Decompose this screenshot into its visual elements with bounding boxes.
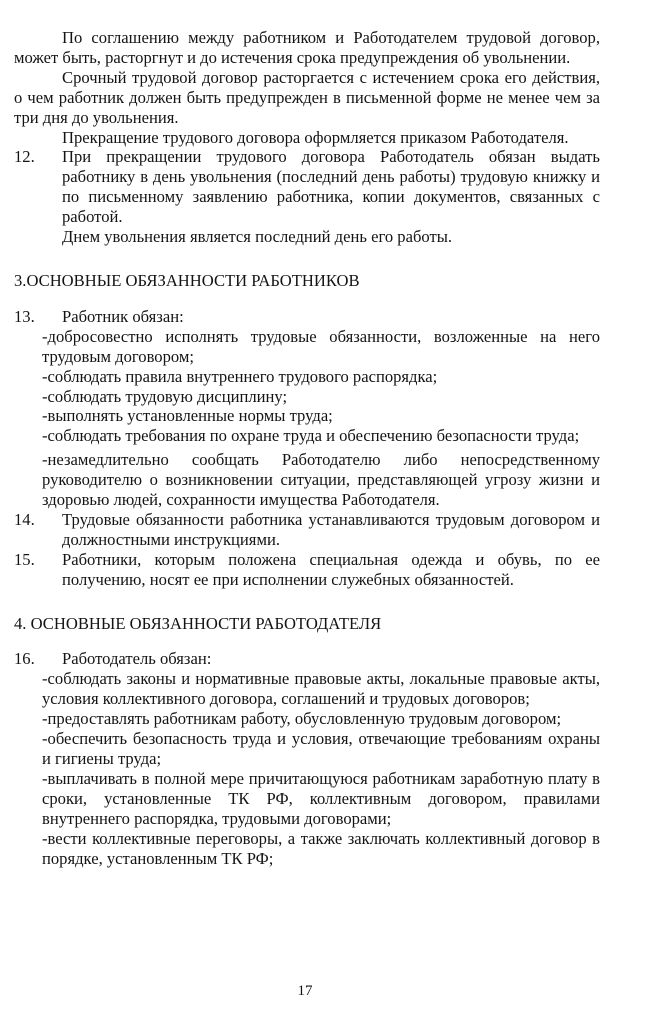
clause-16 [14, 649, 600, 669]
duty-item: -соблюдать трудовую дисциплину; [42, 386, 288, 406]
clause-number: 13. [14, 306, 35, 326]
duty-item: -незамедлительно сообщать Работодателю либо непосредственному руководителю о возникновении ситуации, представляющей угрозу жизни и здоровью людей, сохранности имущества Работодателя. [42, 450, 600, 510]
clause-12 [14, 147, 600, 227]
paragraph-dismissal-day: Днем увольнения является последний день его работы. [62, 227, 453, 247]
duty-item: -выполнять установленные нормы труда; [42, 406, 333, 426]
clause-number: 15. [14, 549, 35, 569]
duty-item: -добросовестно исполнять трудовые обязанности, возложенные на него трудовым договором; [42, 326, 600, 366]
duty-item: -соблюдать законы и нормативные правовые акты, локальные правовые акты, условия коллективного договора, соглашений и трудовых договоров; [42, 669, 600, 709]
clause-number: 16. [14, 649, 35, 669]
section-heading-employee-duties: 3.ОСНОВНЫЕ ОБЯЗАННОСТИ РАБОТНИКОВ [14, 270, 360, 290]
paragraph-fixed-term-contract: Срочный трудовой договор расторгается с истечением срока его действия, о чем работник должен быть предупрежден в письменной форме не менее чем за три дня до увольнения. [14, 67, 600, 127]
duty-item: -обеспечить безопасность труда и условия, отвечающие требованиям охраны и гигиены труда; [42, 729, 600, 768]
duty-item: -выплачивать в полной мере причитающуюся работникам заработную плату в сроки, установленные ТК РФ, коллективным договором, правилами внутреннего распорядка, трудовыми договорами; [42, 768, 600, 828]
paragraph-termination-by-agreement: По соглашению между работником и Работодателем трудовой договор, может быть, расторгнут и до истечения срока предупреждения об увольнении. [14, 28, 600, 67]
clause-14 [14, 510, 600, 550]
duty-item: -вести коллективные переговоры, а также заключать коллективный договор в порядке, установленным ТК РФ; [42, 828, 600, 868]
document-body [14, 28, 600, 868]
clause-text: Трудовые обязанности работника устанавливаются трудовым договором и должностными инструкциями. [62, 509, 600, 549]
clause-text: Работник обязан: [62, 306, 184, 326]
clause-number: 12. [14, 147, 35, 167]
section-heading-employer-duties: 4. ОСНОВНЫЕ ОБЯЗАННОСТИ РАБОТОДАТЕЛЯ [14, 613, 382, 633]
duty-item: -соблюдать требования по охране труда и обеспечению безопасности труда; [42, 426, 580, 446]
clause-text: Работодатель обязан: [62, 649, 212, 669]
duty-item: -предоставлять работникам работу, обусловленную трудовым договором; [42, 709, 562, 729]
clause-13 [14, 307, 600, 327]
clause-text: При прекращении трудового договора Работодатель обязан выдать работнику в день увольнения (последний день работы) трудовую книжку и по письменному заявлению работника, копии документов, связанных с работой. [62, 147, 600, 227]
duty-item: -соблюдать правила внутреннего трудового распорядка; [42, 366, 438, 386]
paragraph-termination-order: Прекращение трудового договора оформляется приказом Работодателя. [62, 127, 569, 147]
clause-number: 14. [14, 509, 35, 529]
page-number: 17 [297, 983, 313, 999]
clause-15 [14, 550, 600, 590]
clause-text: Работники, которым положена специальная одежда и обувь, по ее получению, носят ее при исполнении служебных обязанностей. [62, 549, 600, 589]
